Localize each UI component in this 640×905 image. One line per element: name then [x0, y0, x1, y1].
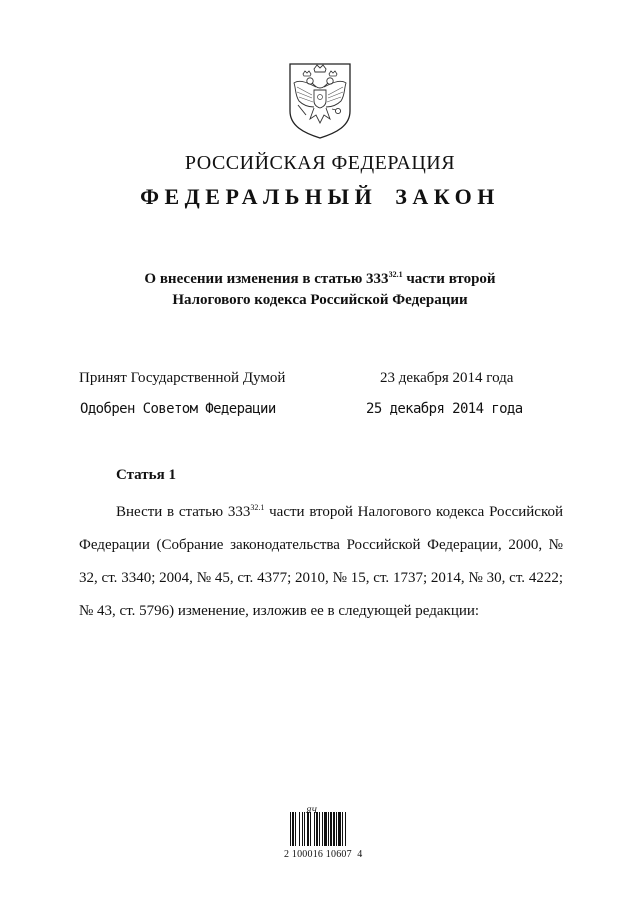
country-name: РОССИЙСКАЯ ФЕДЕРАЦИЯ	[184, 152, 456, 174]
article-body-rest: части второй Налогового кодекса Российской Федерации (Собрание законодательства Российской Федерации, 2000, № 32, ст. 3340; 2004, № 45, ст. 4377; 2010, № 15, ст. 1737; 2014, № 30, ст. 4222; № 43, ст. 5796) изменение, изложив ее в следующей редакции:	[79, 504, 564, 619]
barcode-bar	[330, 812, 332, 846]
barcode-bar	[338, 812, 341, 846]
barcode-bar	[299, 812, 300, 846]
barcode-bar	[333, 812, 335, 846]
law-title-line-1	[0, 269, 640, 290]
barcode-mark: ЯЧ	[306, 806, 317, 815]
barcode-bar	[314, 812, 315, 846]
article-body-start: Внести в статью 333	[116, 504, 251, 520]
barcode-bar	[336, 812, 337, 846]
document-type	[0, 184, 640, 210]
approved-date: 25 декабря 2014 года	[366, 401, 523, 417]
barcode-bar	[302, 812, 303, 846]
barcode-bar	[316, 812, 318, 846]
law-title-superscript: 32.1	[388, 270, 403, 279]
barcode-bar	[290, 812, 291, 846]
coat-of-arms-emblem	[286, 61, 354, 141]
barcode-bars	[288, 812, 372, 848]
barcode-bar	[319, 812, 320, 846]
barcode-bar	[324, 812, 327, 846]
barcode-bar	[292, 812, 294, 846]
barcode	[284, 806, 372, 860]
barcode-bar	[295, 812, 296, 846]
document-type-word-1: ФЕДЕРАЛЬНЫЙ	[140, 184, 378, 209]
barcode-bar	[322, 812, 323, 846]
barcode-bar	[345, 812, 346, 846]
law-title-line-1-start: О внесении изменения в статью 333	[144, 271, 389, 287]
law-title-line-1-end: части второй	[402, 271, 496, 287]
adopted-by-label: Принят Государственной Думой	[79, 370, 286, 386]
law-title	[0, 269, 640, 311]
barcode-bar	[310, 812, 311, 846]
barcode-bar	[304, 812, 305, 846]
approved-by-label: Одобрен Советом Федерации	[80, 401, 276, 417]
law-title-line-2: Налогового кодекса Российской Федерации	[172, 292, 468, 308]
adopted-date: 23 декабря 2014 года	[380, 370, 514, 386]
barcode-number: 2 100016 10607 4	[284, 849, 363, 860]
article-body	[79, 496, 563, 628]
barcode-bar	[328, 812, 329, 846]
barcode-bar	[342, 812, 343, 846]
document-type-word-2: ЗАКОН	[395, 184, 500, 209]
article-heading: Статья 1	[116, 467, 176, 483]
barcode-bar	[307, 812, 309, 846]
article-body-superscript: 32.1	[250, 503, 265, 512]
